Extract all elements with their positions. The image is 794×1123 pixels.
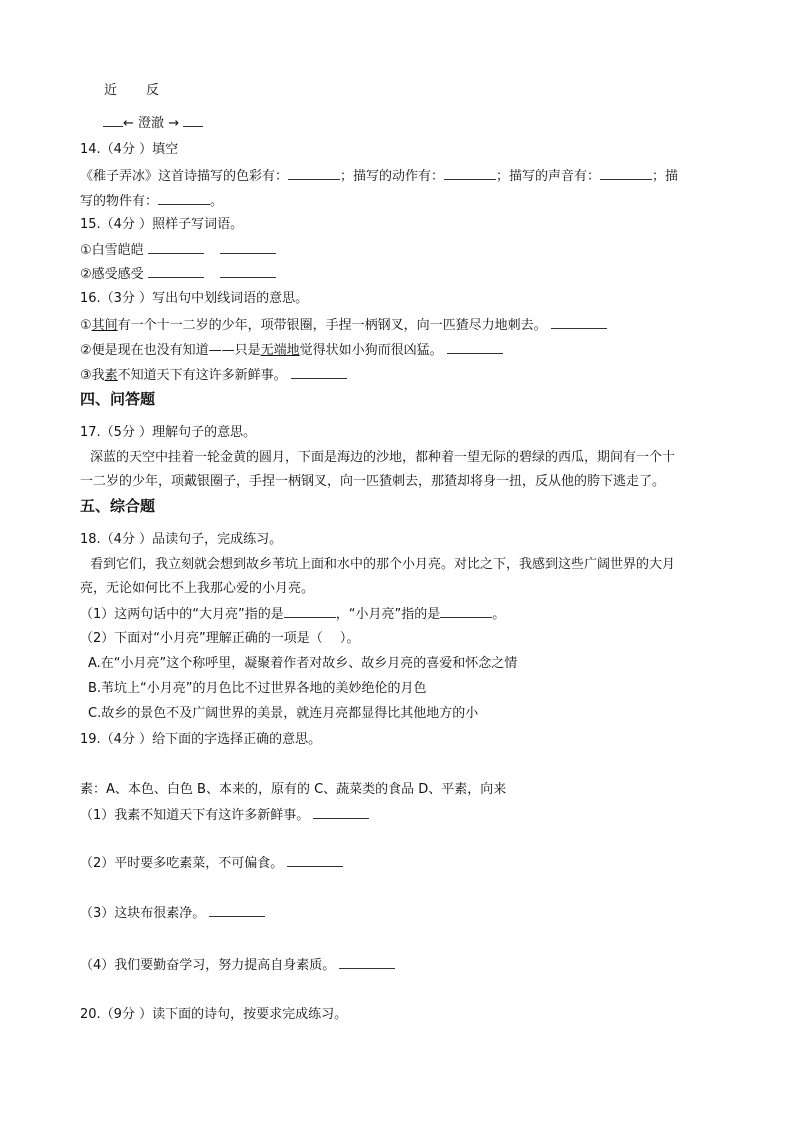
answer-blank[interactable] xyxy=(284,605,336,618)
answer-blank[interactable] xyxy=(287,854,343,867)
answer-blank[interactable] xyxy=(551,316,607,329)
text: ；描写的声音有： xyxy=(496,169,601,184)
text: （3）这块布很素净。 xyxy=(80,906,206,921)
text: ；描 xyxy=(652,169,679,184)
synonym-blank[interactable] xyxy=(103,114,123,127)
q14-line2 xyxy=(80,192,223,211)
option-c[interactable]: C.故乡的景色不及广阔世界的美景，就连月亮都显得比其他地方的小 xyxy=(88,706,479,721)
q20-title: 20.（9分 ）读下面的诗句，按要求完成练习。 xyxy=(80,1007,348,1022)
option-b[interactable]: B.苇坑上“小月亮”的月色比不过世界各地的美妙绝伦的月色 xyxy=(88,681,427,696)
word: 澄澈 xyxy=(138,116,165,131)
q18-passage: 看到它们，我立刻就会想到故乡苇坑上面和水中的那个小月亮。对比之下，我感到这些广阔世界的大月 xyxy=(90,557,676,572)
answer-blank[interactable] xyxy=(220,241,276,254)
text: 觉得状如小狗而很凶猛。 xyxy=(299,343,443,358)
q14-line1 xyxy=(80,167,678,186)
text: ，“小月亮”指的是 xyxy=(335,607,441,622)
text: 《稚子弄冰》这首诗描写的色彩有： xyxy=(80,169,289,184)
near-label: 近 xyxy=(104,83,118,98)
text: （2）平时要多吃素菜，不可偏食。 xyxy=(80,856,284,871)
text: ① xyxy=(80,318,92,333)
text: ①白雪皑皑 xyxy=(80,243,144,258)
answer-blank[interactable] xyxy=(291,366,347,379)
q16-item xyxy=(80,316,607,335)
text: ②便是现在也没有知道——只是 xyxy=(80,343,261,358)
section-heading: 四、问答题 xyxy=(80,390,156,408)
answer-blank[interactable] xyxy=(158,192,210,205)
answer-blank[interactable] xyxy=(148,265,204,278)
text: 。 xyxy=(492,607,506,622)
text: 写的物件有： xyxy=(80,194,159,209)
underlined-word: 无端地 xyxy=(260,343,300,358)
q17-passage: 一二岁的少年，项戴银圈子，手捏一柄钢叉，向一匹猹刺去，那猹却将身一扭，反从他的胯下逃走了。 xyxy=(80,474,666,489)
underlined-word: 其间 xyxy=(91,318,118,333)
left-arrow-icon: ← xyxy=(123,116,134,131)
q15-item xyxy=(80,265,276,284)
q18-sub1 xyxy=(80,605,505,624)
answer-blank[interactable] xyxy=(209,904,265,917)
text: （1）这两句话中的“大月亮”指的是 xyxy=(80,607,284,622)
opposite-label: 反 xyxy=(146,83,160,98)
answer-blank[interactable] xyxy=(447,341,503,354)
q19-title: 19.（4分 ）给下面的字选择正确的意思。 xyxy=(80,732,322,747)
q16-item xyxy=(80,341,503,360)
text: ②感受感受 xyxy=(80,267,144,282)
text: （4）我们要勤奋学习，努力提高自身素质。 xyxy=(80,958,336,973)
q16-title: 16.（3分 ）写出句中划线词语的意思。 xyxy=(80,291,309,306)
q18-passage: 亮，无论如何比不上我那心爱的小月亮。 xyxy=(80,581,315,596)
q17-passage: 深蓝的天空中挂着一轮金黄的圆月，下面是海边的沙地，都种着一望无际的碧绿的西瓜，期间有一个十 xyxy=(90,450,676,465)
text: 。 xyxy=(210,194,224,209)
q18-title: 18.（4分 ）品读句子，完成练习。 xyxy=(80,532,283,547)
q15-title: 15.（4分 ）照样子写词语。 xyxy=(80,217,244,232)
answer-blank[interactable] xyxy=(339,956,395,969)
answer-blank[interactable] xyxy=(313,806,369,819)
text: （1）我素不知道天下有这许多新鲜事。 xyxy=(80,808,310,823)
q19-item xyxy=(80,854,343,873)
q16-item xyxy=(80,366,347,385)
synonym-antonym-row xyxy=(103,114,203,133)
answer-blank[interactable] xyxy=(444,167,496,180)
answer-blank[interactable] xyxy=(600,167,652,180)
right-arrow-icon: → xyxy=(168,116,180,131)
text: 不知道天下有这许多新鲜事。 xyxy=(117,368,287,383)
q19-definitions: 素：A、本色、白色 B、本来的，原有的 C、蔬菜类的食品 D、平素，向来 xyxy=(80,782,507,797)
section-heading: 五、综合题 xyxy=(80,497,156,515)
text: 有一个十一二岁的少年，项带银圈，手捏一柄钢叉，向一匹猹尽力地刺去。 xyxy=(117,318,547,333)
q17-title: 17.（5分 ）理解句子的意思。 xyxy=(80,425,257,440)
answer-blank[interactable] xyxy=(440,605,492,618)
q19-item xyxy=(80,904,265,923)
antonym-blank[interactable] xyxy=(183,114,203,127)
q14-title: 14.（4分 ）填空 xyxy=(80,142,179,157)
q19-item xyxy=(80,956,395,975)
answer-blank[interactable] xyxy=(220,265,276,278)
q15-item xyxy=(80,241,276,260)
text: ；描写的动作有： xyxy=(340,169,445,184)
q18-sub2: （2）下面对“小月亮”理解正确的一项是（ ）。 xyxy=(80,631,360,646)
answer-blank[interactable] xyxy=(288,167,340,180)
underlined-word: 素 xyxy=(104,368,118,383)
text: ③我 xyxy=(80,368,105,383)
q19-item xyxy=(80,806,369,825)
answer-blank[interactable] xyxy=(148,241,204,254)
option-a[interactable]: A.在“小月亮”这个称呼里，凝聚着作者对故乡、故乡月亮的喜爱和怀念之情 xyxy=(88,656,518,671)
